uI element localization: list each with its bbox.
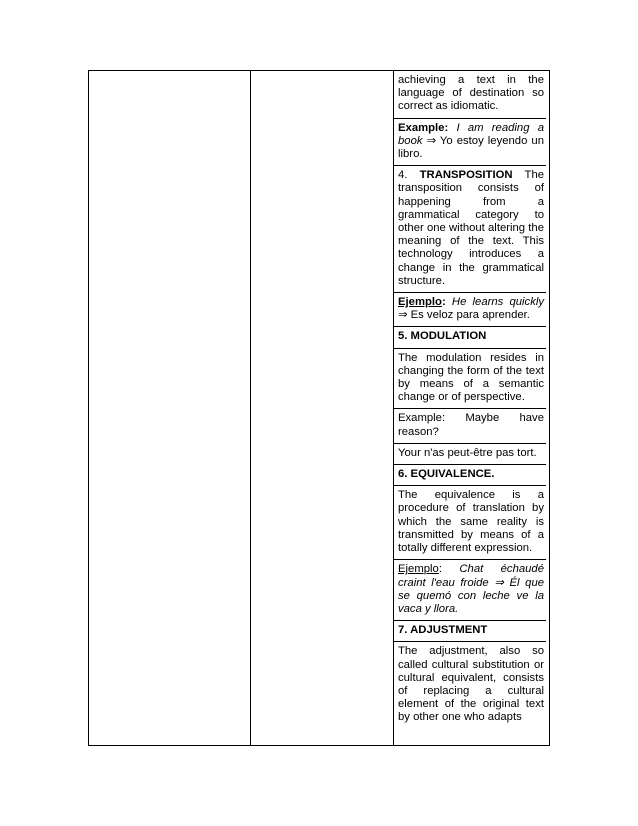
transposition-paragraph	[398, 169, 544, 288]
ejemplo-label: Ejemplo	[398, 563, 439, 576]
adjustment-paragraph: The adjustment, also so called cultural substitution or cultural equivalent, consists of replacing a cultural element of the original text by other one who adapts	[398, 645, 544, 724]
equivalence-paragraph: The equivalence is a procedure of translation by which the same reality is transmitted by means of a totally different expression.	[398, 489, 544, 555]
row-divider	[394, 620, 546, 621]
example-paragraph: Example: Maybe have reason?	[398, 412, 544, 438]
table	[88, 70, 550, 746]
ejemplo-target: Es veloz para aprender.	[410, 309, 530, 322]
row-divider	[394, 408, 546, 409]
row-divider	[394, 118, 546, 119]
section-title: 5. MODULATION	[398, 330, 487, 343]
ejemplo-source: Chat échaudé craint l'eau froide	[398, 563, 544, 589]
section-title: 7. ADJUSTMENT	[398, 624, 488, 637]
ejemplo-target: Él que se quemó con leche ve la vaca y llora.	[398, 576, 545, 615]
row-divider	[394, 326, 546, 327]
example-paragraph	[398, 122, 544, 162]
row-divider	[394, 292, 546, 293]
section-number: 4.	[398, 169, 408, 182]
continuation-paragraph: achieving a text in the language of destination so correct as idiomatic.	[398, 74, 544, 113]
row-divider	[394, 641, 546, 642]
ejemplo-paragraph	[398, 563, 544, 616]
column-3	[394, 74, 546, 725]
row-divider	[394, 348, 546, 349]
ejemplo-label: Ejemplo	[398, 296, 442, 309]
modulation-paragraph: The modulation resides in changing the form of the text by means of a semantic change or of perspective.	[398, 351, 544, 404]
ejemplo-colon: :	[438, 563, 442, 576]
section-title: 6. EQUIVALENCE.	[398, 468, 495, 481]
ejemplo-source: He learns quickly	[451, 296, 544, 309]
arrow-symbol: ⇒	[494, 576, 504, 589]
example-label: Example:	[398, 121, 449, 134]
section-body: The transposition consists of happening from a grammatical category to other one without altering the meaning of the text. This technology introduces a change in the grammatical structure.	[398, 169, 545, 287]
row-divider	[394, 464, 546, 465]
ejemplo-paragraph	[398, 296, 544, 322]
row-divider	[394, 443, 546, 444]
row-divider	[394, 559, 546, 560]
row-divider	[394, 485, 546, 486]
arrow-symbol: ⇒	[426, 134, 437, 147]
ejemplo-colon: :	[441, 296, 446, 309]
example-translation: Your n'as peut-être pas tort.	[398, 446, 537, 459]
column-divider-1	[250, 71, 251, 745]
example-source: I am reading a book	[398, 121, 545, 147]
example-target: Yo estoy leyendo un libro.	[398, 134, 544, 161]
section-title: TRANSPOSITION	[419, 169, 513, 182]
arrow-symbol: ⇒	[398, 309, 408, 322]
row-divider	[394, 165, 546, 166]
